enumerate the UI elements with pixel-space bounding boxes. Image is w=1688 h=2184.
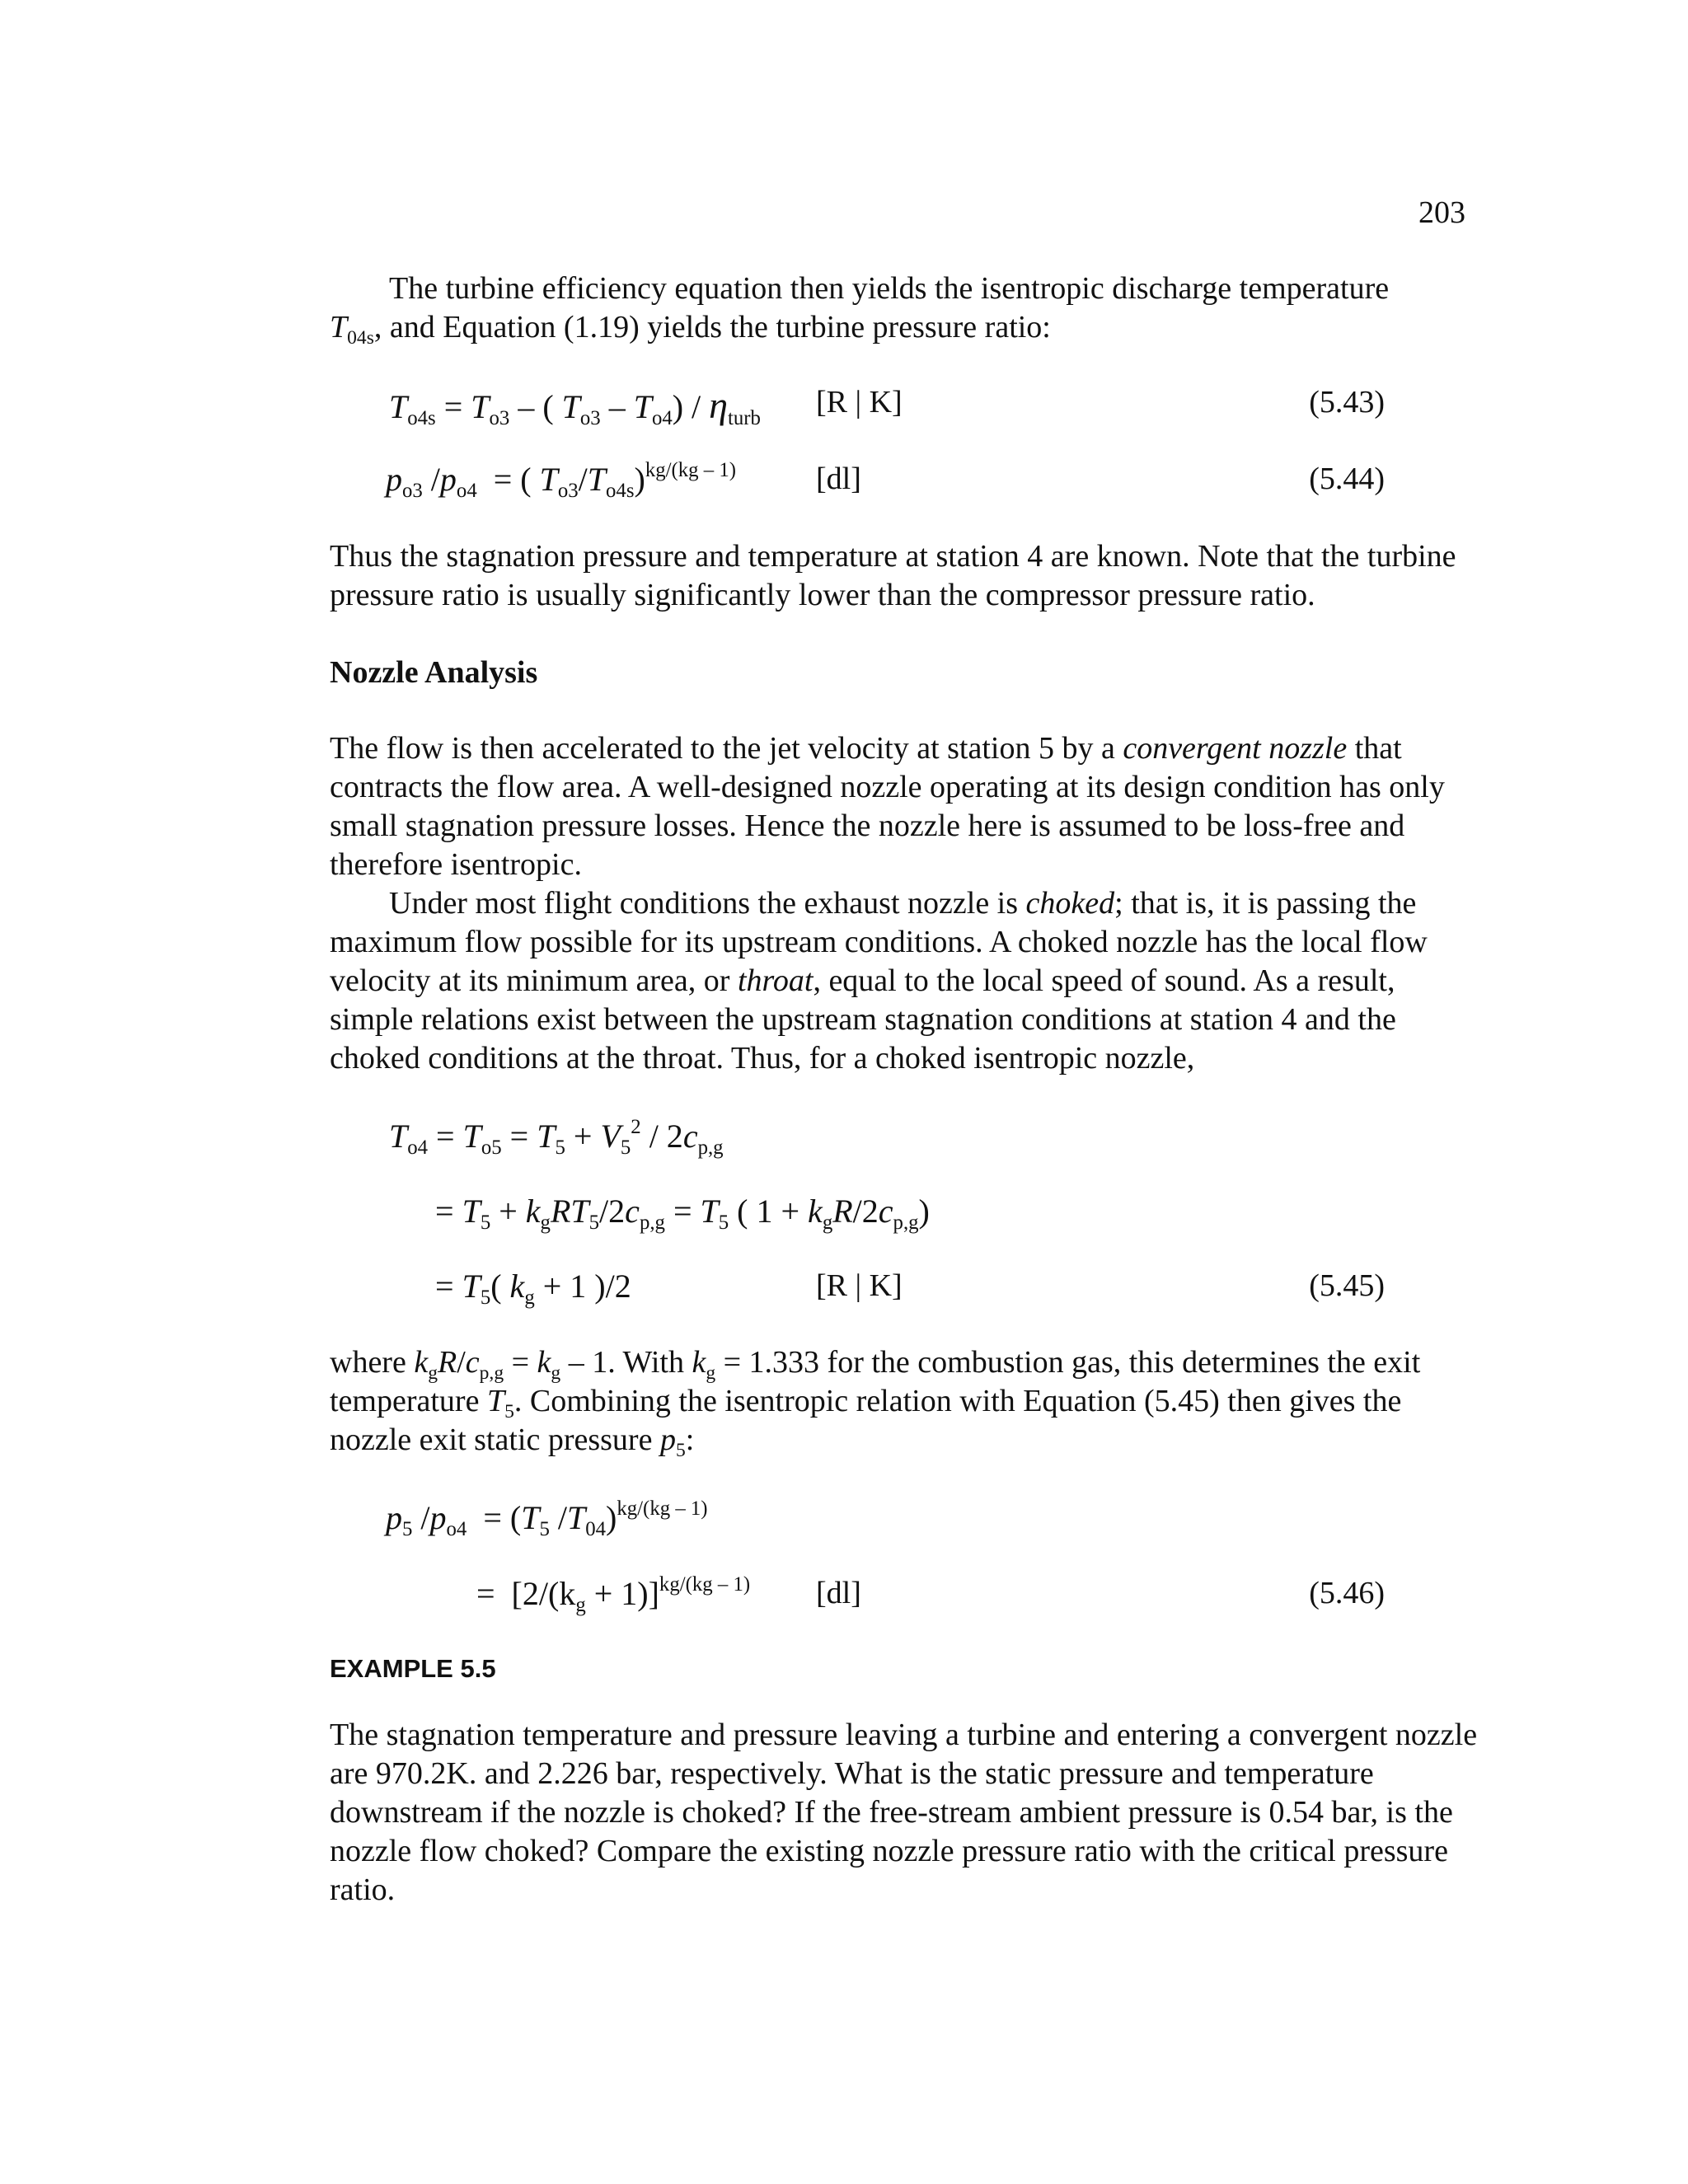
- equation-number-5-45: (5.45): [1309, 1268, 1385, 1303]
- nozzle-paragraph-1: The flow is then accelerated to the jet velocity at station 5 by a convergent nozzle that contracts the flow area. A well-designed nozzle operating at its design condition has only small stagnation pressure losses. Hence the nozzle here is assumed to be loss-free and therefore isentropic.: [330, 731, 1445, 882]
- section-heading-nozzle-analysis: Nozzle Analysis: [330, 655, 538, 690]
- equation-5-45-line-1: $T_{o4} = T_{o5} = T_5 + V_5^2 / 2c_{p,g}$: [389, 1115, 724, 1159]
- unit-5-43: [R | K]: [816, 385, 903, 419]
- intro-paragraph: [330, 269, 1484, 347]
- nozzle-paragraphs: [330, 729, 1484, 1078]
- nozzle-paragraph-2: Under most flight conditions the exhaust nozzle is choked; that is, it is passing the maximum flow possible for its upstream conditions. A choked nozzle has the local flow velocity at its minimum area, or throat, equal to the local speed of sound. As a result, simple relations exist between the upstream stagnation conditions at station 4 and the choked conditions at the throat. Thus, for a choked isentropic nozzle,: [330, 886, 1428, 1076]
- equation-5-46-line-2: = $[2/(k_g + 1)]^{kg/(kg - 1)}$: [476, 1572, 751, 1616]
- unit-5-46: [dl]: [816, 1576, 861, 1610]
- example-paragraph: The stagnation temperature and pressure leaving a turbine and entering a convergent nozzle are 970.2K. and 2.226 bar, respectively. What is the static pressure and temperature downstream if the nozzle is choked? If the free-stream ambient pressure is 0.54 bar, is the nozzle flow choked? Compare the existing nozzle pressure ratio with the critical pressure ratio.: [330, 1718, 1478, 1907]
- unit-5-44: [dl]: [816, 462, 861, 496]
- example-title: EXAMPLE 5.5: [330, 1654, 496, 1683]
- equation-number-5-43: (5.43): [1309, 385, 1385, 419]
- equation-number-5-44: (5.44): [1309, 462, 1385, 496]
- intro-line-1: The turbine efficiency equation then yields the isentropic discharge temperature: [389, 271, 1390, 306]
- equation-5-46-line-1: $p_5$ $/p_{o4} = (T_5$ $/T_{04})^{kg/(kg - 1)}$: [386, 1497, 708, 1540]
- unit-5-45: [R | K]: [816, 1268, 903, 1303]
- station-4-paragraph: Thus the stagnation pressure and temperature at station 4 are known. Note that the turbine pressure ratio is usually significantly lower than the compressor pressure ratio.: [330, 539, 1456, 612]
- page-number: 203: [1418, 195, 1465, 230]
- where-paragraph: where $k_gR/c_{p,g} = k_g - 1$. With $k_g = 1.333$ for the combustion gas, this determines the exit temperature $T_5$. Combining the isentropic relation with Equation (5.45) then gives the nozzle exit static pressure $p_5$:: [330, 1345, 1421, 1461]
- equation-number-5-46: (5.46): [1309, 1576, 1385, 1610]
- equation-5-45-line-3: = $T_5$( $k_g + 1$ )/2: [435, 1268, 631, 1309]
- equation-5-45-line-2: = $T_5 + k_gRT_5/2c_{p,g} = T_5$ ( $1 + k_gR/2c_{p,g}$): [435, 1193, 930, 1234]
- intro-line-2: $T_{04s}$, and Equation (1.19) yields the turbine pressure ratio:: [330, 310, 1051, 349]
- equation-5-44: $p_{o3}$ $/p_{o4}$ = ( $T_{o3}/T_{o4s})^{kg/(kg - 1)}$: [386, 458, 737, 502]
- equation-5-43: $T_{o4s} = T_{o3}$ – ( $T_{o3} - T_{o4}) / \eta_{turb}$: [389, 384, 761, 429]
